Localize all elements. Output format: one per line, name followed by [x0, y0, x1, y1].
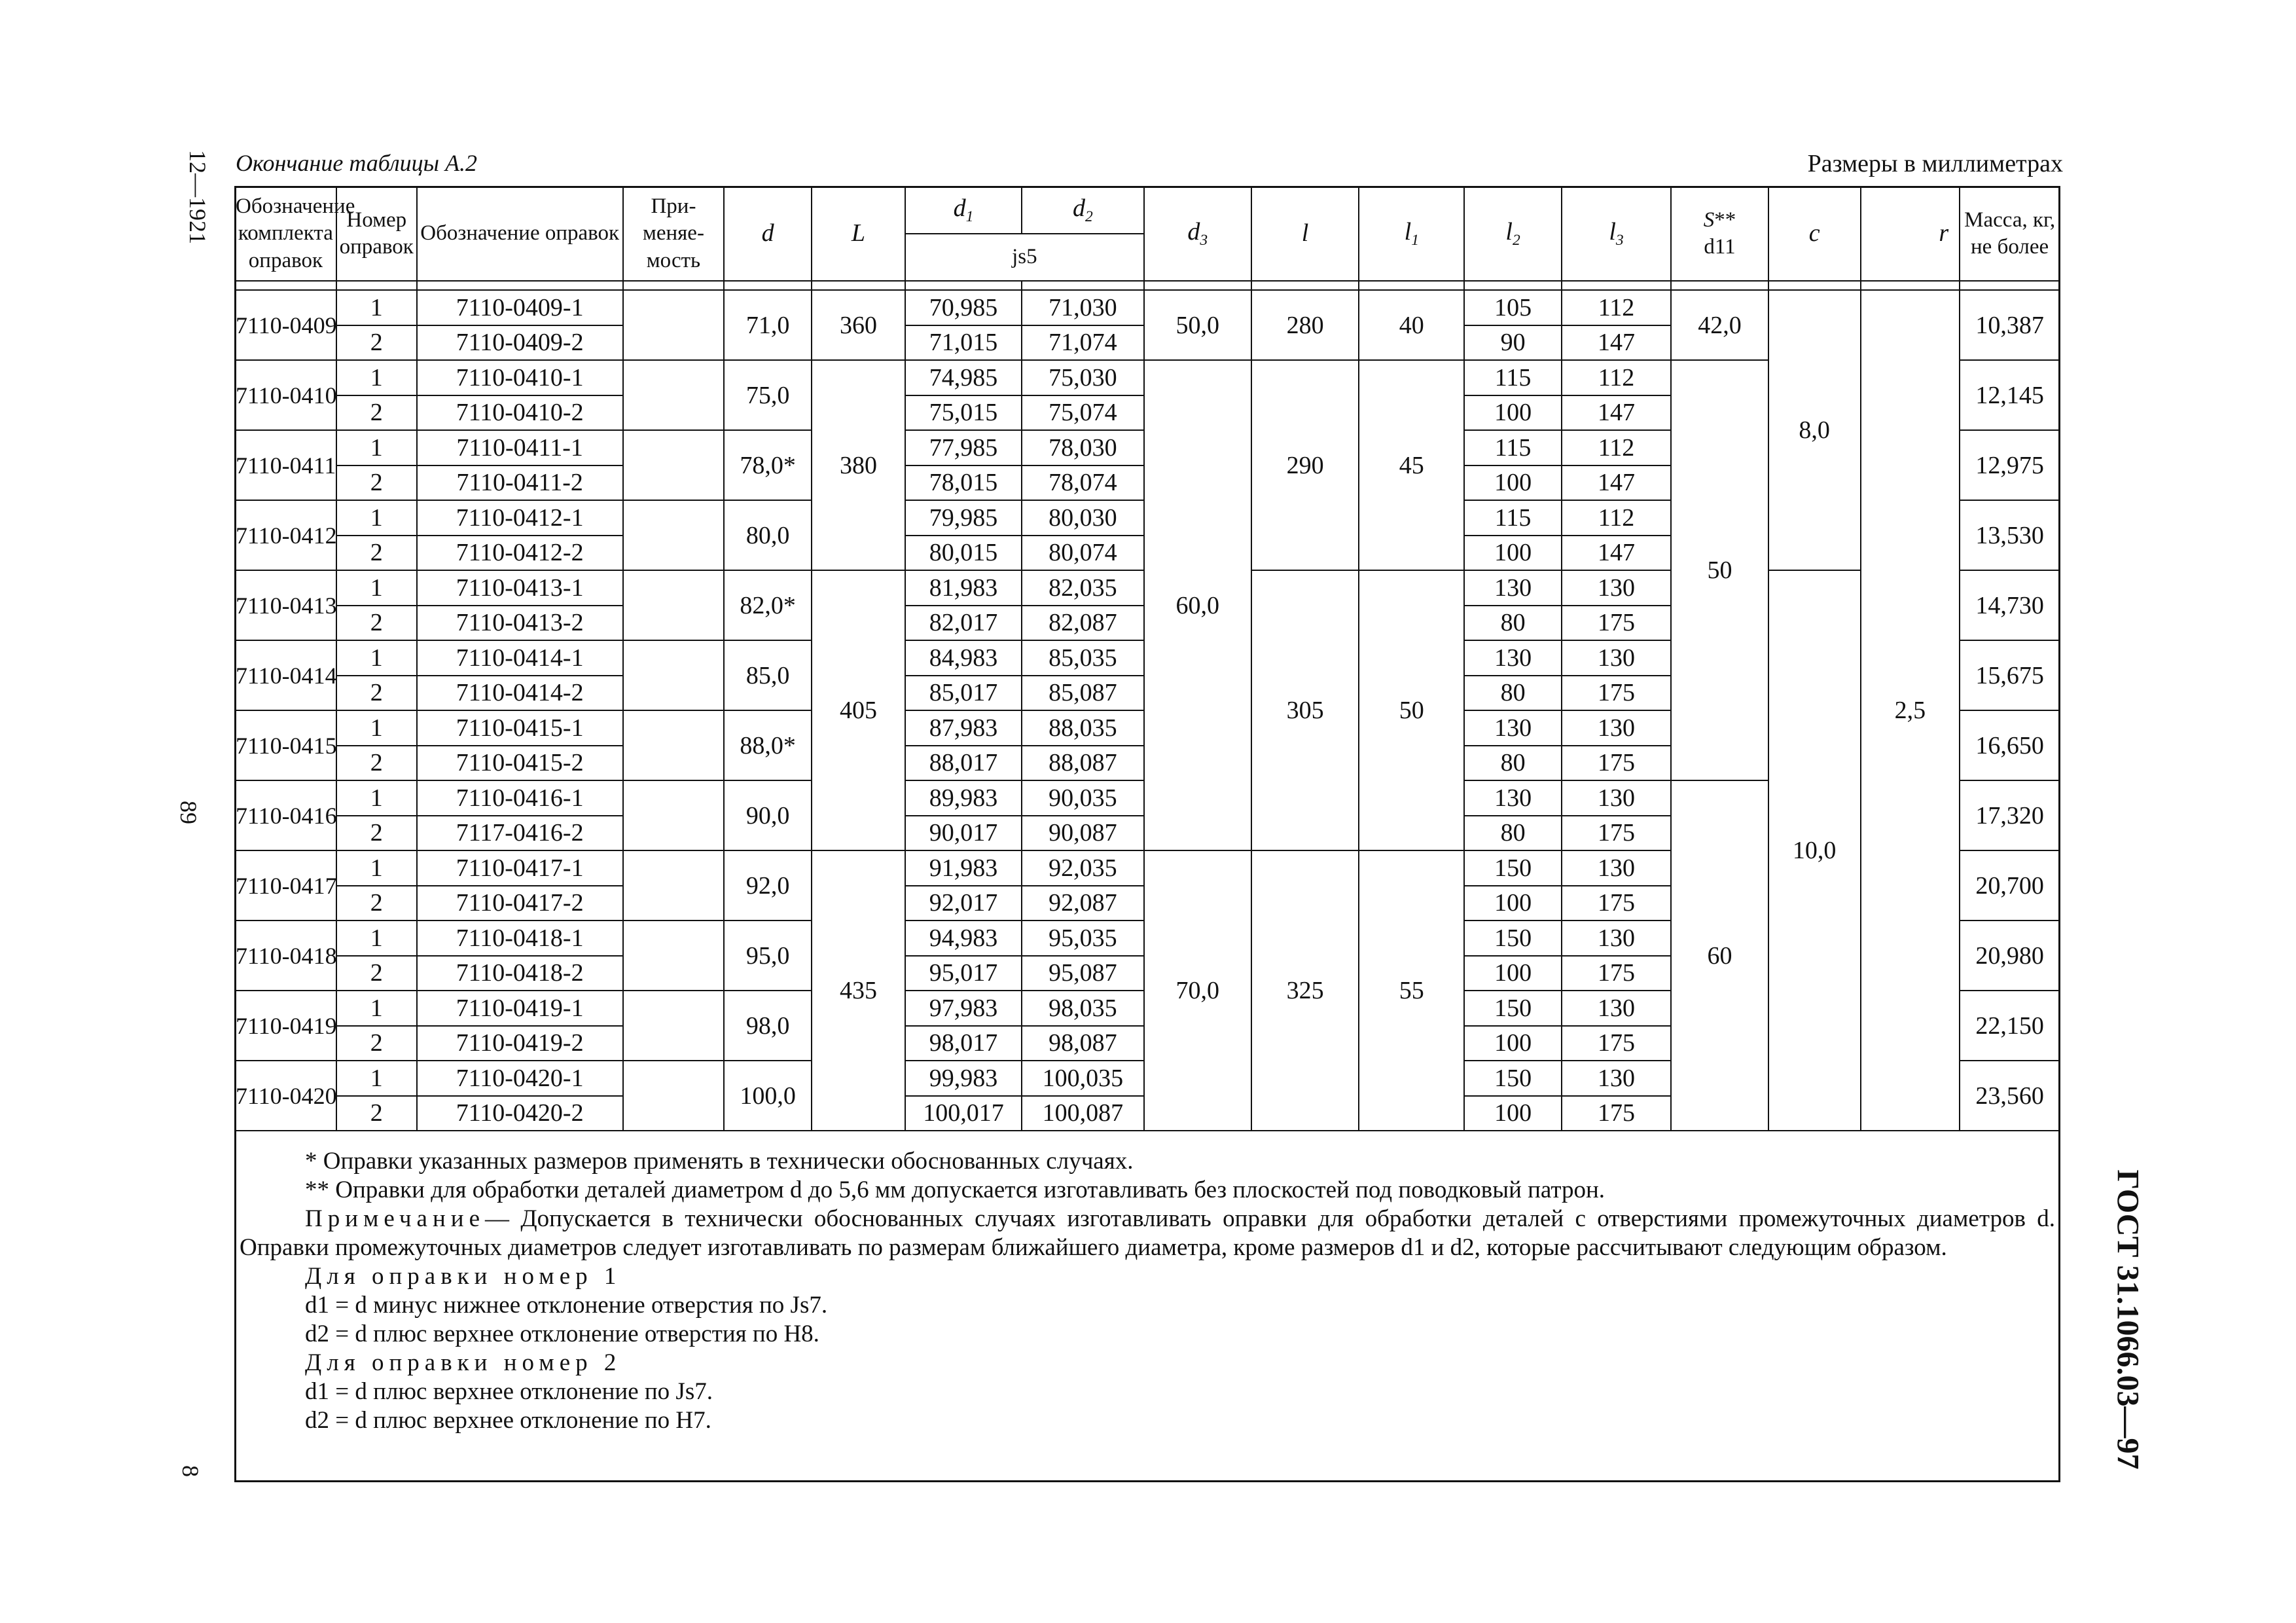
S-cell: 42,0 — [1671, 290, 1768, 360]
d2-cell: 85,087 — [1022, 676, 1144, 711]
d2-cell: 75,074 — [1022, 395, 1144, 431]
applicability-cell — [623, 850, 725, 921]
l3-cell: 130 — [1562, 640, 1671, 676]
mass-cell: 13,530 — [1960, 500, 2060, 570]
set-designation-cell: 7110-0413 — [235, 570, 336, 640]
l2-cell: 130 — [1464, 780, 1561, 816]
set-designation-cell: 7110-0412 — [235, 500, 336, 570]
d2-cell: 80,030 — [1022, 500, 1144, 536]
l3-cell: 130 — [1562, 570, 1671, 606]
header-r: r — [1861, 187, 1960, 281]
l2-cell: 100 — [1464, 1096, 1561, 1131]
d1-cell: 91,983 — [905, 850, 1022, 886]
header-d: d — [724, 187, 812, 281]
l2-cell: 115 — [1464, 500, 1561, 536]
set-designation-cell: 7110-0419 — [235, 991, 336, 1061]
header-l1: $l_1$ — [1359, 187, 1464, 281]
l2-cell: 90 — [1464, 325, 1561, 361]
l2-cell: 100 — [1464, 1026, 1561, 1061]
mandrel-number-cell: 2 — [336, 465, 417, 501]
mandrel-number-cell: 1 — [336, 430, 417, 465]
c-cell: 8,0 — [1768, 290, 1861, 570]
d3-cell: 50,0 — [1144, 290, 1251, 360]
d-cell: 78,0* — [724, 430, 812, 500]
d2-cell: 100,035 — [1022, 1061, 1144, 1096]
header-d3: $d_3$ — [1144, 187, 1251, 281]
mandrel-number-cell: 2 — [336, 1096, 417, 1131]
table-notes — [240, 1147, 2055, 1435]
mandrel-designation-cell: 7110-0409-2 — [417, 325, 623, 361]
d2-cell: 85,035 — [1022, 640, 1144, 676]
mandrel-designation-cell: 7110-0417-2 — [417, 886, 623, 921]
d1-cell: 85,017 — [905, 676, 1022, 711]
set-designation-cell: 7110-0409 — [235, 290, 336, 360]
d2-cell: 90,035 — [1022, 780, 1144, 816]
l3-cell: 147 — [1562, 465, 1671, 501]
applicability-cell — [623, 570, 725, 640]
table-caption: Окончание таблицы А.2 — [236, 150, 478, 176]
l3-cell: 130 — [1562, 921, 1671, 956]
header-d1: $d_1$ — [905, 187, 1022, 234]
units-caption: Размеры в миллиметрах — [1807, 150, 2063, 177]
mass-cell: 23,560 — [1960, 1061, 2060, 1131]
d1-cell: 95,017 — [905, 956, 1022, 991]
mandrel-designation-cell: 7110-0410-1 — [417, 360, 623, 395]
l3-cell: 130 — [1562, 780, 1671, 816]
l3-cell: 130 — [1562, 991, 1671, 1026]
l2-cell: 80 — [1464, 816, 1561, 851]
l-cell: 305 — [1251, 570, 1359, 850]
d3-cell: 70,0 — [1144, 850, 1251, 1131]
header-d2: $d_2$ — [1022, 187, 1144, 234]
case-2-heading: Для оправки номер 2 — [305, 1349, 622, 1376]
sheet-number: 12—1921 — [185, 150, 211, 244]
l3-cell: 147 — [1562, 325, 1671, 361]
applicability-cell — [623, 500, 725, 570]
set-designation-cell: 7110-0416 — [235, 780, 336, 850]
l2-cell: 130 — [1464, 640, 1561, 676]
l-cell: 325 — [1251, 850, 1359, 1131]
header-set: Обозначение комплекта оправок — [235, 187, 336, 281]
mandrel-number-cell: 1 — [336, 710, 417, 746]
d1-cell: 78,015 — [905, 465, 1022, 501]
l3-cell: 175 — [1562, 676, 1671, 711]
mandrel-number-cell: 2 — [336, 816, 417, 851]
d-cell: 75,0 — [724, 360, 812, 430]
mandrel-designation-cell: 7110-0415-2 — [417, 746, 623, 781]
applicability-cell — [623, 360, 725, 430]
mandrel-designation-cell: 7110-0412-2 — [417, 536, 623, 571]
applicability-cell — [623, 290, 725, 360]
mandrel-number-cell: 1 — [336, 780, 417, 816]
set-designation-cell: 7110-0415 — [235, 710, 336, 780]
l3-cell: 175 — [1562, 1026, 1671, 1061]
l1-cell: 55 — [1359, 850, 1464, 1131]
mandrel-number-cell: 1 — [336, 570, 417, 606]
d-cell: 88,0* — [724, 710, 812, 780]
l3-cell: 175 — [1562, 1096, 1671, 1131]
l2-cell: 100 — [1464, 536, 1561, 571]
d1-cell: 80,015 — [905, 536, 1022, 571]
header-mandrel: Обозначение оправок — [417, 187, 623, 281]
dimensions-table — [234, 186, 2060, 1131]
d2-cell: 71,030 — [1022, 290, 1144, 325]
mandrel-number-cell: 2 — [336, 676, 417, 711]
l2-cell: 130 — [1464, 710, 1561, 746]
d-cell: 92,0 — [724, 850, 812, 921]
r-cell: 2,5 — [1861, 290, 1960, 1131]
note-3: Примечание— Допускается в технически обоснованных случаях изготавливать оправки для обработки деталей с отверстиями промежуточных диаметров d. Оправки промежуточных диаметров следует изготавливать по размерам ближайшего диаметра, кроме размеров d1 и d2, которые рассчитывают следующим образом. — [240, 1205, 2055, 1261]
mandrel-number-cell: 2 — [336, 606, 417, 641]
set-designation-cell: 7110-0414 — [235, 640, 336, 710]
header-num: Номер оправок — [336, 187, 417, 281]
case-2-formula-1: d1 = d плюс верхнее отклонение по Js7. — [305, 1378, 713, 1405]
header-tolerance: js5 — [905, 234, 1144, 281]
l3-cell: 130 — [1562, 1061, 1671, 1096]
header-gap — [235, 281, 2060, 290]
l2-cell: 80 — [1464, 606, 1561, 641]
d-cell: 80,0 — [724, 500, 812, 570]
mandrel-number-cell: 1 — [336, 850, 417, 886]
mass-cell: 22,150 — [1960, 991, 2060, 1061]
mandrel-designation-cell: 7117-0416-2 — [417, 816, 623, 851]
d2-cell: 75,030 — [1022, 360, 1144, 395]
d-cell: 100,0 — [724, 1061, 812, 1131]
mandrel-number-cell: 2 — [336, 956, 417, 991]
d-cell: 98,0 — [724, 991, 812, 1061]
d1-cell: 84,983 — [905, 640, 1022, 676]
mandrel-number-cell: 1 — [336, 640, 417, 676]
L-cell: 380 — [812, 360, 905, 570]
mandrel-number-cell: 2 — [336, 886, 417, 921]
d2-cell: 88,035 — [1022, 710, 1144, 746]
mass-cell: 12,145 — [1960, 360, 2060, 430]
set-designation-cell: 7110-0411 — [235, 430, 336, 500]
mandrel-designation-cell: 7110-0419-1 — [417, 991, 623, 1026]
d-cell: 85,0 — [724, 640, 812, 710]
d1-cell: 94,983 — [905, 921, 1022, 956]
mandrel-number-cell: 2 — [336, 746, 417, 781]
d1-cell: 75,015 — [905, 395, 1022, 431]
d1-cell: 82,017 — [905, 606, 1022, 641]
header-c: c — [1768, 187, 1861, 281]
mandrel-designation-cell: 7110-0411-1 — [417, 430, 623, 465]
applicability-cell — [623, 640, 725, 710]
l3-cell: 147 — [1562, 536, 1671, 571]
d1-cell: 77,985 — [905, 430, 1022, 465]
l3-cell: 112 — [1562, 500, 1671, 536]
mandrel-designation-cell: 7110-0414-1 — [417, 640, 623, 676]
l3-cell: 175 — [1562, 606, 1671, 641]
l3-cell: 112 — [1562, 360, 1671, 395]
d1-cell: 79,985 — [905, 500, 1022, 536]
d3-cell: 60,0 — [1144, 360, 1251, 850]
d2-cell: 71,074 — [1022, 325, 1144, 361]
d1-cell: 74,985 — [905, 360, 1022, 395]
d2-cell: 90,087 — [1022, 816, 1144, 851]
d1-cell: 88,017 — [905, 746, 1022, 781]
l3-cell: 112 — [1562, 290, 1671, 325]
mandrel-number-cell: 1 — [336, 500, 417, 536]
applicability-cell — [623, 710, 725, 780]
d2-cell: 82,087 — [1022, 606, 1144, 641]
l2-cell: 80 — [1464, 746, 1561, 781]
l2-cell: 130 — [1464, 570, 1561, 606]
applicability-cell — [623, 780, 725, 850]
header-l3: $l_3$ — [1562, 187, 1671, 281]
mass-cell: 15,675 — [1960, 640, 2060, 710]
mandrel-designation-cell: 7110-0416-1 — [417, 780, 623, 816]
mandrel-designation-cell: 7110-0413-1 — [417, 570, 623, 606]
l2-cell: 100 — [1464, 395, 1561, 431]
d2-cell: 95,087 — [1022, 956, 1144, 991]
l-cell: 290 — [1251, 360, 1359, 570]
header-l2: $l_2$ — [1464, 187, 1561, 281]
d2-cell: 92,035 — [1022, 850, 1144, 886]
l1-cell: 45 — [1359, 360, 1464, 570]
mass-cell: 14,730 — [1960, 570, 2060, 640]
d2-cell: 95,035 — [1022, 921, 1144, 956]
d2-cell: 88,087 — [1022, 746, 1144, 781]
d2-cell: 78,030 — [1022, 430, 1144, 465]
d1-cell: 71,015 — [905, 325, 1022, 361]
mandrel-designation-cell: 7110-0414-2 — [417, 676, 623, 711]
d2-cell: 100,087 — [1022, 1096, 1144, 1131]
header-mass: Масса, кг, не более — [1960, 187, 2060, 281]
d1-cell: 89,983 — [905, 780, 1022, 816]
l2-cell: 100 — [1464, 465, 1561, 501]
mass-cell: 10,387 — [1960, 290, 2060, 360]
d2-cell: 80,074 — [1022, 536, 1144, 571]
d1-cell: 87,983 — [905, 710, 1022, 746]
applicability-cell — [623, 430, 725, 500]
mass-cell: 12,975 — [1960, 430, 2060, 500]
l2-cell: 150 — [1464, 921, 1561, 956]
mandrel-designation-cell: 7110-0413-2 — [417, 606, 623, 641]
mass-cell: 20,700 — [1960, 850, 2060, 921]
S-cell: 60 — [1671, 780, 1768, 1131]
d-cell: 71,0 — [724, 290, 812, 360]
l-cell: 280 — [1251, 290, 1359, 360]
l1-cell: 50 — [1359, 570, 1464, 850]
l3-cell: 175 — [1562, 746, 1671, 781]
mass-cell: 17,320 — [1960, 780, 2060, 850]
d1-cell: 98,017 — [905, 1026, 1022, 1061]
case-1-formula-2: d2 = d плюс верхнее отклонение отверстия по H8. — [305, 1321, 819, 1347]
d1-cell: 92,017 — [905, 886, 1022, 921]
case-1-formula-1: d1 = d минус нижнее отклонение отверстия по Js7. — [305, 1292, 828, 1319]
l2-cell: 105 — [1464, 290, 1561, 325]
mandrel-number-cell: 1 — [336, 921, 417, 956]
applicability-cell — [623, 921, 725, 991]
mandrel-designation-cell: 7110-0410-2 — [417, 395, 623, 431]
mandrel-number-cell: 1 — [336, 991, 417, 1026]
set-designation-cell: 7110-0417 — [235, 850, 336, 921]
l2-cell: 100 — [1464, 956, 1561, 991]
d1-cell: 99,983 — [905, 1061, 1022, 1096]
l2-cell: 150 — [1464, 991, 1561, 1026]
header-S: S** d11 — [1671, 187, 1768, 281]
d2-cell: 98,087 — [1022, 1026, 1144, 1061]
d-cell: 95,0 — [724, 921, 812, 991]
case-2-formula-2: d2 = d плюс верхнее отклонение по H7. — [305, 1407, 711, 1434]
set-designation-cell: 7110-0418 — [235, 921, 336, 991]
l3-cell: 175 — [1562, 886, 1671, 921]
mandrel-designation-cell: 7110-0415-1 — [417, 710, 623, 746]
d2-cell: 98,035 — [1022, 991, 1144, 1026]
mandrel-number-cell: 2 — [336, 325, 417, 361]
l1-cell: 40 — [1359, 290, 1464, 360]
d1-cell: 100,017 — [905, 1096, 1022, 1131]
L-cell: 435 — [812, 850, 905, 1131]
mandrel-designation-cell: 7110-0419-2 — [417, 1026, 623, 1061]
d1-cell: 70,985 — [905, 290, 1022, 325]
mandrel-designation-cell: 7110-0417-1 — [417, 850, 623, 886]
l2-cell: 150 — [1464, 1061, 1561, 1096]
l2-cell: 115 — [1464, 430, 1561, 465]
mandrel-number-cell: 1 — [336, 360, 417, 395]
L-cell: 405 — [812, 570, 905, 850]
note-2: ** Оправки для обработки деталей диаметром d до 5,6 мм допускается изготавливать без плоскостей под поводковый патрон. — [305, 1176, 1605, 1203]
mandrel-designation-cell: 7110-0420-1 — [417, 1061, 623, 1096]
d2-cell: 78,074 — [1022, 465, 1144, 501]
page-number: 89 — [175, 801, 202, 824]
mandrel-number-cell: 2 — [336, 536, 417, 571]
l3-cell: 175 — [1562, 956, 1671, 991]
l3-cell: 130 — [1562, 850, 1671, 886]
mandrel-number-cell: 1 — [336, 1061, 417, 1096]
header-l: l — [1251, 187, 1359, 281]
d-cell: 90,0 — [724, 780, 812, 850]
l2-cell: 115 — [1464, 360, 1561, 395]
sheet-page-number: 8 — [177, 1465, 204, 1477]
applicability-cell — [623, 1061, 725, 1131]
mandrel-designation-cell: 7110-0418-2 — [417, 956, 623, 991]
mandrel-designation-cell: 7110-0411-2 — [417, 465, 623, 501]
l2-cell: 150 — [1464, 850, 1561, 886]
mandrel-designation-cell: 7110-0412-1 — [417, 500, 623, 536]
S-cell: 50 — [1671, 360, 1768, 780]
d1-cell: 97,983 — [905, 991, 1022, 1026]
set-designation-cell: 7110-0410 — [235, 360, 336, 430]
note-1: * Оправки указанных размеров применять в технически обоснованных случаях. — [305, 1148, 1134, 1175]
mandrel-number-cell: 2 — [336, 395, 417, 431]
d-cell: 82,0* — [724, 570, 812, 640]
mandrel-number-cell: 2 — [336, 1026, 417, 1061]
l3-cell: 130 — [1562, 710, 1671, 746]
applicability-cell — [623, 991, 725, 1061]
mandrel-number-cell: 1 — [336, 290, 417, 325]
l3-cell: 175 — [1562, 816, 1671, 851]
d2-cell: 82,035 — [1022, 570, 1144, 606]
L-cell: 360 — [812, 290, 905, 360]
l3-cell: 147 — [1562, 395, 1671, 431]
table-row — [235, 290, 2060, 325]
mandrel-designation-cell: 7110-0420-2 — [417, 1096, 623, 1131]
l3-cell: 112 — [1562, 430, 1671, 465]
header-L: L — [812, 187, 905, 281]
set-designation-cell: 7110-0420 — [235, 1061, 336, 1131]
d1-cell: 81,983 — [905, 570, 1022, 606]
header-applicability: При-меняе-мость — [623, 187, 725, 281]
d2-cell: 92,087 — [1022, 886, 1144, 921]
case-1-heading: Для оправки номер 1 — [305, 1263, 622, 1290]
standard-designation: ГОСТ 31.1066.03—97 — [2110, 1169, 2145, 1470]
mandrel-designation-cell: 7110-0409-1 — [417, 290, 623, 325]
mandrel-designation-cell: 7110-0418-1 — [417, 921, 623, 956]
mass-cell: 20,980 — [1960, 921, 2060, 991]
d1-cell: 90,017 — [905, 816, 1022, 851]
c-cell: 10,0 — [1768, 570, 1861, 1131]
mass-cell: 16,650 — [1960, 710, 2060, 780]
l2-cell: 80 — [1464, 676, 1561, 711]
l2-cell: 100 — [1464, 886, 1561, 921]
